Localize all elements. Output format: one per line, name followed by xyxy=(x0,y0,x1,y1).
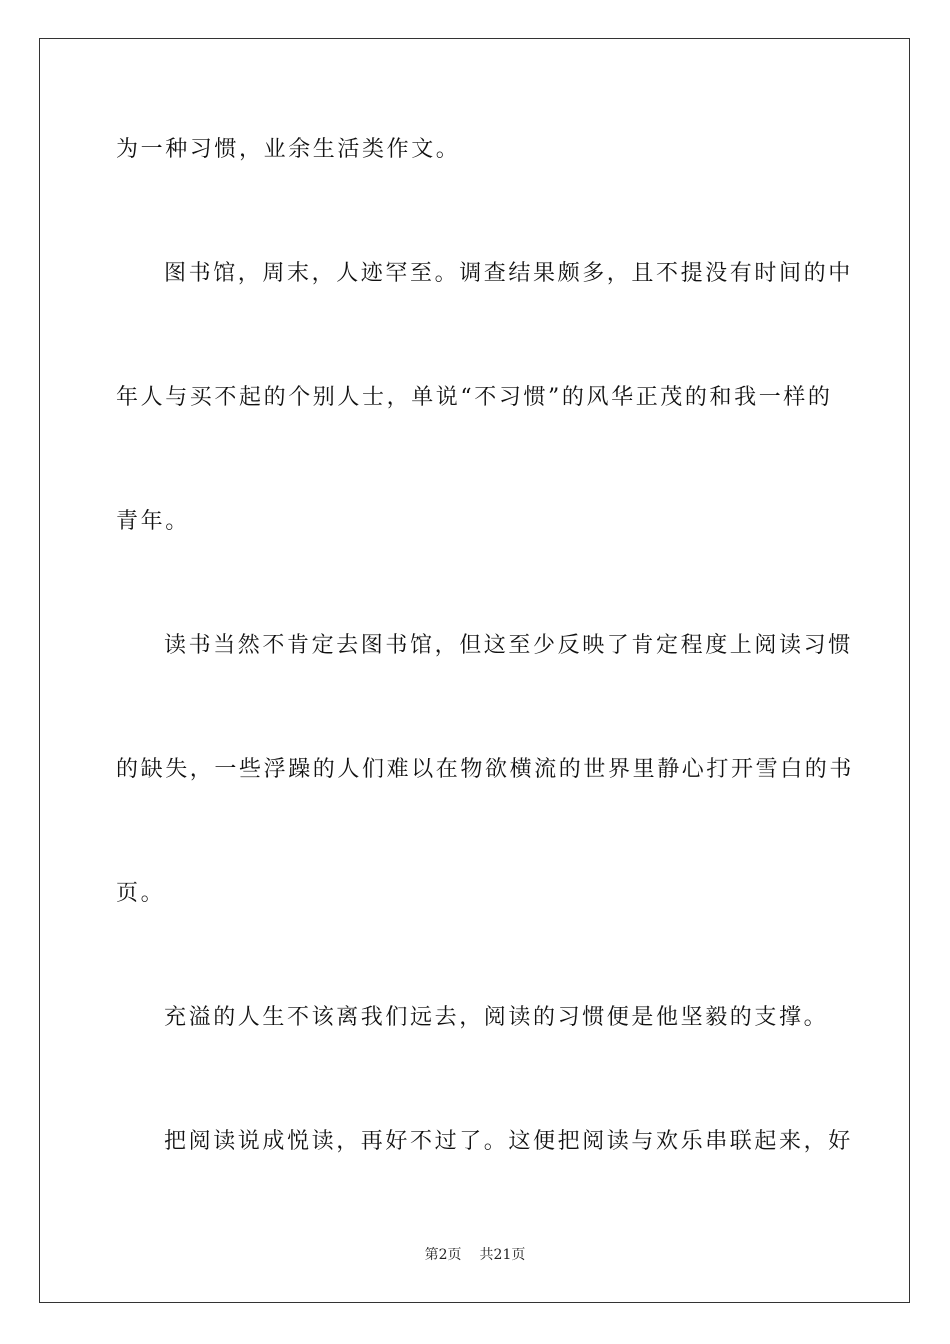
page-footer xyxy=(0,1245,950,1265)
text-line: 年人与买不起的个别人士，单说“不习惯”的风华正茂的和我一样的 xyxy=(116,385,833,410)
paragraph-start-line: 读书当然不肯定去图书馆，但这至少反映了肯定程度上阅读习惯 xyxy=(164,633,853,658)
paragraph-start-line: 充溢的人生不该离我们远去，阅读的习惯便是他坚毅的支撑。 xyxy=(164,1005,829,1030)
paragraph-start-line: 图书馆，周末，人迹罕至。调查结果颇多，且不提没有时间的中 xyxy=(164,261,853,286)
current-page-number: 第2页 xyxy=(424,1247,462,1263)
page-frame xyxy=(39,38,910,1303)
total-page-count: 共21页 xyxy=(479,1247,526,1263)
text-line: 的缺失，一些浮躁的人们难以在物欲横流的世界里静心打开雪白的书 xyxy=(116,757,855,782)
text-line: 页。 xyxy=(116,881,166,906)
paragraph-start-line: 把阅读说成悦读，再好不过了。这便把阅读与欢乐串联起来，好 xyxy=(164,1129,853,1154)
text-line: 为一种习惯，业余生活类作文。 xyxy=(116,137,461,162)
text-line: 青年。 xyxy=(116,509,190,534)
